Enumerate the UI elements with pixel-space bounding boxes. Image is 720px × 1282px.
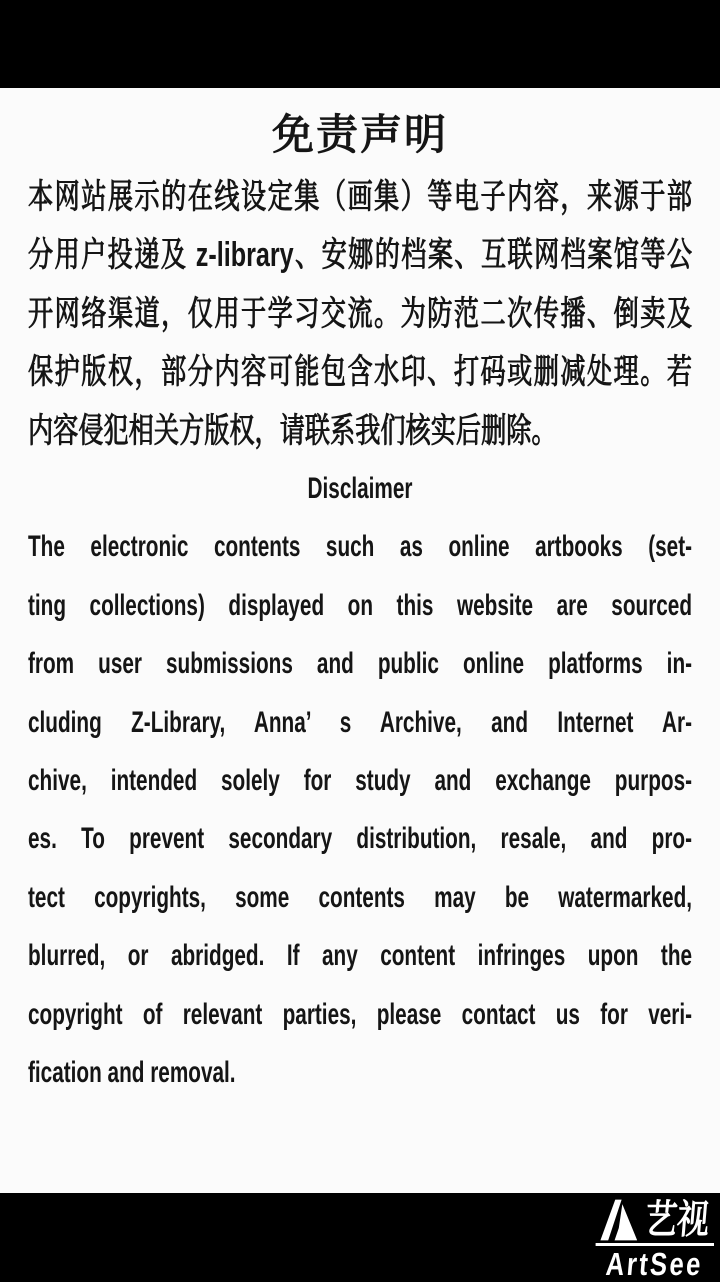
artsee-logo xyxy=(596,1198,714,1282)
mountain-peak-icon xyxy=(600,1199,637,1241)
en-text-line: fication and removal. xyxy=(28,1056,236,1090)
en-text-line: chive, intended solely for study and exchange purpos- xyxy=(28,764,693,798)
disclaimer-paragraph-en xyxy=(28,518,692,1102)
disclaimer-heading-wrap xyxy=(28,460,692,518)
en-text-line: The electronic contents such as online artbooks (set- xyxy=(28,530,693,564)
zh-text-line: 本网站展示的在线设定集（画集）等电子内容，来源于部 xyxy=(28,178,693,216)
page-title-zh: 免责声明 xyxy=(271,111,448,158)
zh-text-line: 分用户投递及 z-library、安娜的档案、互联网档案馆等公 xyxy=(28,236,693,275)
en-text-line: blurred, or abridged. If any content infringes upon the xyxy=(28,939,693,973)
zh-text-line: 内容侵犯相关方版权，请联系我们核实后删除。 xyxy=(28,411,557,450)
top-letterbox-bar xyxy=(0,0,720,88)
en-text-line: es. To prevent secondary distribution, resale, and pro- xyxy=(28,822,693,856)
logo-brand-zh: 艺视 xyxy=(643,1198,712,1242)
en-text-line: tect copyrights, some contents may be watermarked, xyxy=(28,880,693,914)
en-text-line: from user submissions and public online platforms in- xyxy=(28,647,693,681)
page-title-en: Disclaimer xyxy=(307,472,413,506)
logo-brand-en: ArtSee xyxy=(604,1246,705,1282)
en-text-line: cluding Z-Library, Anna’ s Archive, and Internet Ar- xyxy=(28,705,693,739)
disclaimer-paragraph-zh xyxy=(28,168,692,460)
en-text-line: ting collections) displayed on this website are sourced xyxy=(28,588,693,622)
bottom-letterbox-bar xyxy=(0,1193,720,1280)
zh-text-line: 开网络渠道，仅用于学习交流。为防范二次传播、倒卖及 xyxy=(28,294,693,333)
zh-text-line: 保护版权，部分内容可能包含水印、打码或删减处理。若 xyxy=(28,353,693,392)
logo-top-row xyxy=(596,1199,714,1241)
disclaimer-page xyxy=(0,88,720,1193)
en-text-line: copyright of relevant parties, please contact us for veri- xyxy=(28,997,693,1031)
